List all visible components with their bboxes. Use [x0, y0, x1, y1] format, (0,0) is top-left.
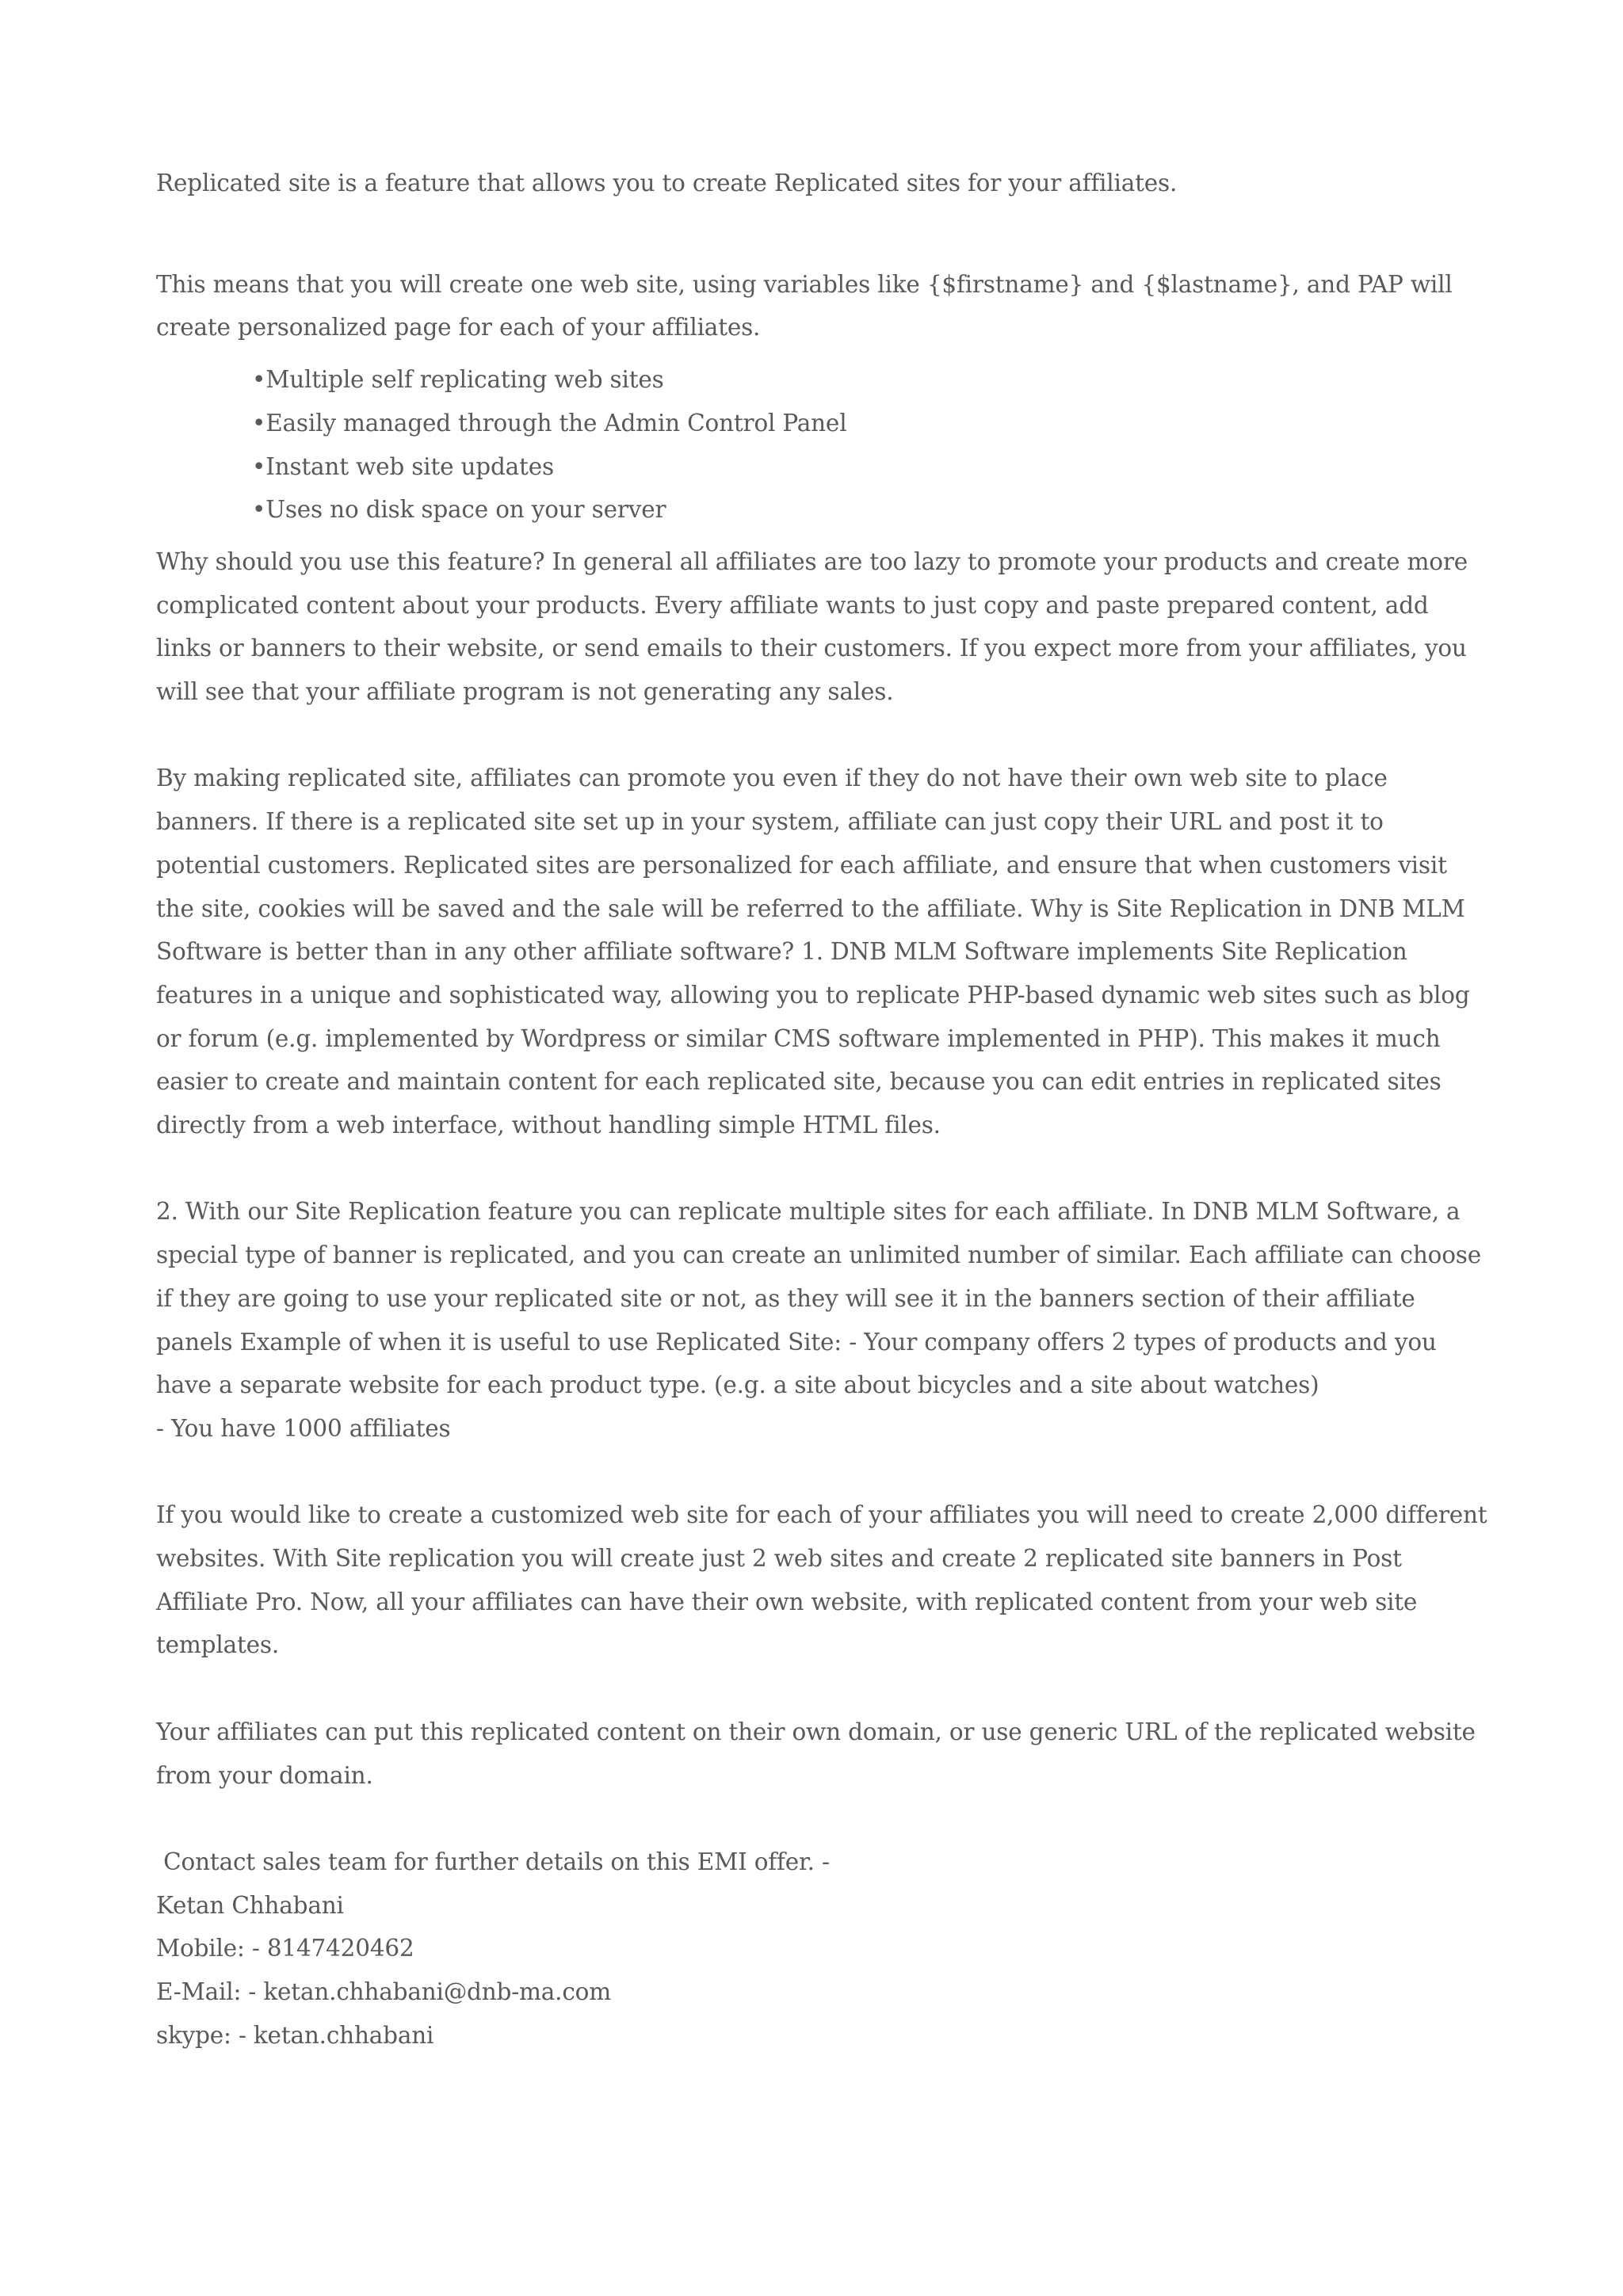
spacer	[156, 1147, 1487, 1191]
spacer	[156, 1667, 1487, 1711]
feature-item: •Easily managed through the Admin Control Panel	[252, 409, 847, 437]
affiliates-count-line: - You have 1000 affiliates	[156, 1414, 451, 1442]
feature-item: •Instant web site updates	[252, 452, 554, 480]
by-making-paragraph: By making replicated site, affiliates can promote you even if they do not have their own web site to place banners. If there is a replicated site set up in your system, affiliate can just copy their URL and post it to potential customers. Replicated sites are personalized for each affiliate, and ensure that when customers visit the site, cookies will be saved and the sale will be referred to the affiliate. Why is Site Replication in DNB MLM Software is better than in any other affiliate software? 1. DNB MLM Software implements Site Replication features in a unique and sophisticated way, allowing you to replicate PHP-based dynamic web sites such as blog or forum (e.g. implemented by Wordpress or similar CMS software implemented in PHP). This makes it much easier to create and maintain content for each replicated site, because you can edit entries in replicated sites directly from a web interface, without handling simple HTML files.	[156, 765, 1470, 1139]
spacer	[156, 205, 1487, 263]
means-paragraph: This means that you will create one web site, using variables like {$firstname} and {$lastname}, and PAP will create personalized page for each of your affiliates.	[156, 270, 1453, 341]
feature-list	[156, 358, 1487, 532]
contact-name: Ketan Chhabani	[156, 1891, 344, 1919]
customized-paragraph: If you would like to create a customized web site for each of your affiliates you will need to create 2,000 different websites. With Site replication you will create just 2 web sites and create 2 replicated site banners in Post Affiliate Pro. Now, all your affiliates can have their own website, with replicated content from your web site templates.	[156, 1501, 1487, 1659]
feature-item: •Multiple self replicating web sites	[252, 366, 664, 394]
why-paragraph: Why should you use this feature? In general all affiliates are too lazy to promote your products and create more complicated content about your products. Every affiliate wants to just copy and paste prepared content, add links or banners to their website, or send emails to their customers. If you expect more from your affiliates, you will see that your affiliate program is not generating any sales.	[156, 547, 1468, 706]
spacer	[156, 1451, 1487, 1494]
contact-mobile: Mobile: - 8147420462	[156, 1935, 414, 1962]
spacer	[156, 1797, 1487, 1840]
domain-paragraph: Your affiliates can put this replicated content on their own domain, or use generic URL of the replicated website from your domain.	[156, 1718, 1476, 1789]
contact-skype: skype: - ketan.chhabani	[156, 2021, 434, 2049]
spacer	[156, 714, 1487, 757]
feature-item: •Uses no disk space on your server	[252, 496, 666, 524]
intro-paragraph: Replicated site is a feature that allows you to create Replicated sites for your affiliates.	[156, 170, 1178, 196]
contact-intro: Contact sales team for further details on this EMI offer. -	[156, 1848, 830, 1875]
contact-block	[156, 1840, 1487, 2058]
contact-email: E-Mail: - ketan.chhabani@dnb-ma.com	[156, 1978, 611, 2006]
point-two-paragraph: 2. With our Site Replication feature you can replicate multiple sites for each affiliate. In DNB MLM Software, a special type of banner is replicated, and you can create an unlimited number of similar. Each affiliate can choose if they are going to use your replicated site or not, as they will see it in the banners section of their affiliate panels Example of when it is useful to use Replicated Site: - Your company offers 2 types of products and you have a separate website for each product type. (e.g. a site about bicycles and a site about watches)	[156, 1198, 1481, 1399]
document-page	[156, 162, 1487, 2057]
